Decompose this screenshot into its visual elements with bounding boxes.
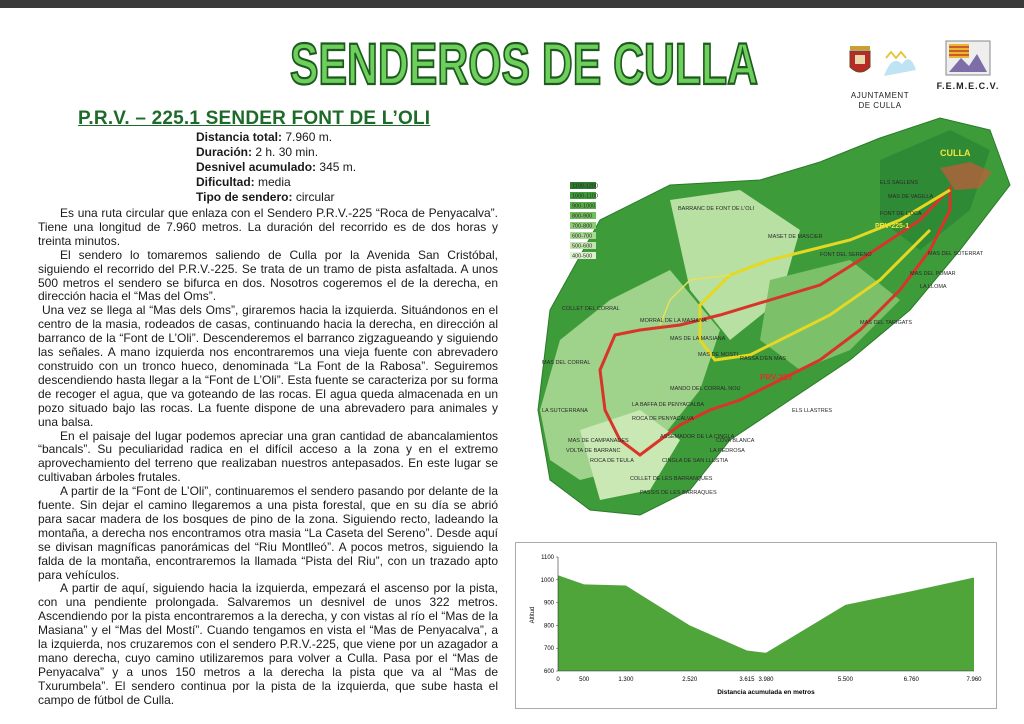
- main-title: [284, 28, 764, 98]
- x-axis-label: Distancia acumulada en metros: [717, 689, 815, 696]
- paragraph: A partir de aquí, siguiendo hacia la izquierda, empezará el ascenso por la pista, con una pendiente prolongada. Salvaremos un desnivel de unos 322 metros. Ascendiendo por la pista encontraremos a la derecha, y con vistas al río el “Mas de la Masiana” y el “Mas del Mostí”. Cuando tengamos en vista el “Mas de Penyacalva”, a la izquierda, nos cruzaremos con el sendero P.R.V.-225, que viene por un azagador a mano derecha, cuyo camino utilizaremos para volver a Culla. Pasa por el “Mas de Penyacalva” y a unos 150 metros a la derecha la pista que va al “Mas de Txurumbela”. El sendero continua por la pista de la izquierda, que sube hasta el campo de fútbol de Culla.: [38, 581, 498, 707]
- stat-type: Tipo de sendero: circular: [196, 190, 335, 204]
- place-label: ASSEMADOR DE LA CINGLA: [660, 434, 735, 440]
- place-label: FONT DE L'OCA: [880, 211, 922, 217]
- x-tick-label: 3.980: [758, 677, 774, 683]
- femecv-logo: [934, 40, 1002, 102]
- place-label: MAS DE LA MASIANA: [670, 336, 726, 342]
- place-label: CINGLA DE SAN LLUSTIA: [662, 458, 729, 464]
- stat-distance: Distancia total: 7.960 m.: [196, 130, 333, 144]
- x-tick-label: 6.760: [903, 677, 919, 683]
- place-label: ELS SAGLENS: [880, 180, 918, 186]
- legend-label: 900-1000: [572, 203, 596, 210]
- y-tick-label: 1000: [540, 577, 554, 584]
- y-axis-label: Altitud: [530, 606, 536, 624]
- mountain-flag-icon: [945, 40, 991, 76]
- route-description: [38, 207, 498, 708]
- legend-label: 600-700: [572, 233, 593, 240]
- place-label: LA PEDROSA: [710, 448, 745, 454]
- place-label: MAS DEL SOTERRAT: [928, 251, 984, 257]
- y-tick-label: 800: [543, 623, 554, 630]
- x-tick-label: 0: [556, 677, 560, 683]
- legend-label: 1100-1200: [572, 183, 598, 190]
- y-tick-label: 600: [543, 669, 554, 675]
- x-tick-label: 3.615: [739, 677, 755, 683]
- place-label: FONT DEL SERENO: [820, 252, 872, 258]
- main-title-outline: SENDEROS DE CULLA: [290, 32, 758, 97]
- top-border: [0, 0, 1024, 8]
- place-label: MAS DE CAMPANADES: [568, 438, 629, 444]
- legend-label: 1000-1100: [572, 193, 598, 200]
- place-label: MAS DE MOSTI: [698, 352, 739, 358]
- place-label: MORRAL DE LA MASIANA: [640, 318, 707, 324]
- elevation-area: [558, 575, 974, 671]
- x-tick-label: 7.960: [966, 677, 982, 683]
- place-label: MASET DE MASCIER: [768, 234, 823, 240]
- paragraph: A partir de la “Font de L’Oli”, continuaremos el sendero pasando por delante de la fuente. Sin dejar el camino llegaremos a una pista forestal, que en su día se abrió para sacar madera de los bosques de pino de la zona. Siguiendo recto, ladeando la montaña, a derecha nos encontramos otra masia “La Caseta del Sereno”. Desde aquí se divisan magníficas panorámicas del “Riu Montlleó”. A pocos metros, siguiendo la falda de la montaña, encontraremos la llamada “Pista del Riu”, con un trazado apto para vehículos.: [38, 484, 498, 582]
- place-label: LA LLOMA: [920, 284, 947, 290]
- elevation-profile: [515, 542, 997, 709]
- femecv-caption: F.E.M.E.C.V.: [936, 81, 1000, 91]
- route-title: P.R.V. – 225.1 SENDER FONT DE L’OLI: [78, 108, 431, 129]
- route-stats: [196, 130, 356, 205]
- ajuntament-caption-2: DE CULLA: [858, 101, 902, 110]
- place-label: LA BAFFA DE PENYACALBA: [632, 402, 705, 408]
- stat-difficulty: Dificultad: media: [196, 175, 291, 189]
- place-label: LA SUTCERRANA: [542, 408, 588, 414]
- place-label: PASSIS DE LES BARRAQUES: [640, 490, 717, 496]
- y-tick-label: 1100: [541, 555, 554, 561]
- y-tick-label: 700: [543, 646, 554, 653]
- legend-label: 500-600: [572, 243, 593, 250]
- map-route-variant-label: PRV-225-1: [875, 223, 910, 230]
- place-label: COLLET DEL CORRAL: [562, 306, 620, 312]
- legend-label: 400-500: [572, 253, 593, 260]
- map-legend: [570, 182, 598, 260]
- place-label: MAS DE VAGILLA: [888, 194, 934, 200]
- place-label: MAS DEL POMAR: [910, 271, 956, 277]
- place-label: ROCA DE TEULA: [590, 458, 634, 464]
- y-tick-label: 900: [543, 600, 554, 607]
- map-town-label: CULLA: [940, 148, 971, 158]
- stat-duration: Duración: 2 h. 30 min.: [196, 145, 319, 159]
- paragraph: Es una ruta circular que enlaza con el Sendero P.R.V.-225 “Roca de Penyacalva”. Tiene una longitud de 7.960 metros. La duración del recorrido es de dos horas y treinta minutos.: [38, 206, 498, 248]
- place-label: MANDO DEL CORRAL NOU: [670, 386, 741, 392]
- stat-elevation: Desnivel acumulado: 345 m.: [196, 160, 357, 174]
- paragraph: En el paisaje del lugar podemos apreciar una gran cantidad de abancalamientos “bancals”. Su peculiaridad radica en el difícil acceso a la zona y en el extremo aprovechamiento del terreno que realizaban nuestros antepasados. En este lugar se cultivaban árboles frutales.: [38, 428, 498, 485]
- place-label: COVA BLANCA: [716, 438, 755, 444]
- coat-of-arms-icon: [840, 40, 920, 86]
- x-tick-label: 5.500: [837, 677, 853, 683]
- ajuntament-caption-1: AJUNTAMENT: [850, 91, 910, 100]
- place-label: COLLET DE LES BARRANQUES: [630, 476, 713, 482]
- ajuntament-logo: [838, 40, 922, 112]
- place-label: BARRANC DE FONT DE L'OLI: [678, 206, 755, 212]
- paragraph: Una vez se llega al “Mas dels Oms”, giraremos hacia la izquierda. Situándonos en el centro de la masia, rodeados de casas, continuando hacia la derecha, en dirección al barranco de la “Font de L’Oli”. Descenderemos el barranco zigzagueando y siguiendo las señales. A mano izquierda nos encontraremos una vieja fuente con abrevadero construido con un tronco hueco, denominada “La Font de la Rabosa”. Seguiremos descendiendo hasta llegar a la “Font de L’Oli”. Esta fuente se caracteriza por su forma de recoger el agua, que va goteando de las rocas. El agua queda almacenada en un pozo situado bajo las rocas. La fuente dispone de una abrevadero para animales y una balsa.: [38, 303, 498, 429]
- x-tick-label: 500: [579, 677, 590, 683]
- map-route-main-label: PRV-225: [760, 373, 792, 382]
- place-label: MAS DEL TARIGATS: [860, 320, 913, 326]
- paragraph: El sendero lo tomaremos saliendo de Culla por la Avenida San Cristóbal, siguiendo el recorrido del P.R.V.-225. Se trata de un tramo de pista asfaltada. A unos 500 metros el sendero se bifurca en dos. Nosotros cogeremos el de la derecha, en dirección hacia el “Mas del Oms”.: [38, 247, 498, 304]
- place-label: ROCA DE PENYACALVA: [632, 416, 694, 422]
- x-tick-label: 2.520: [682, 677, 698, 683]
- place-label: VOLTA DE BARRANC: [566, 448, 621, 454]
- x-tick-label: 1.300: [618, 677, 634, 683]
- legend-label: 800-900: [572, 213, 593, 220]
- elevation-chart: [516, 543, 996, 708]
- route-map: [520, 110, 1022, 530]
- legend-label: 700-800: [572, 223, 593, 230]
- place-label: MAS DEL CORRAL: [542, 360, 591, 366]
- place-label: RASSA D'EN MAS: [740, 356, 786, 362]
- place-label: ELS LLASTRES: [792, 408, 833, 414]
